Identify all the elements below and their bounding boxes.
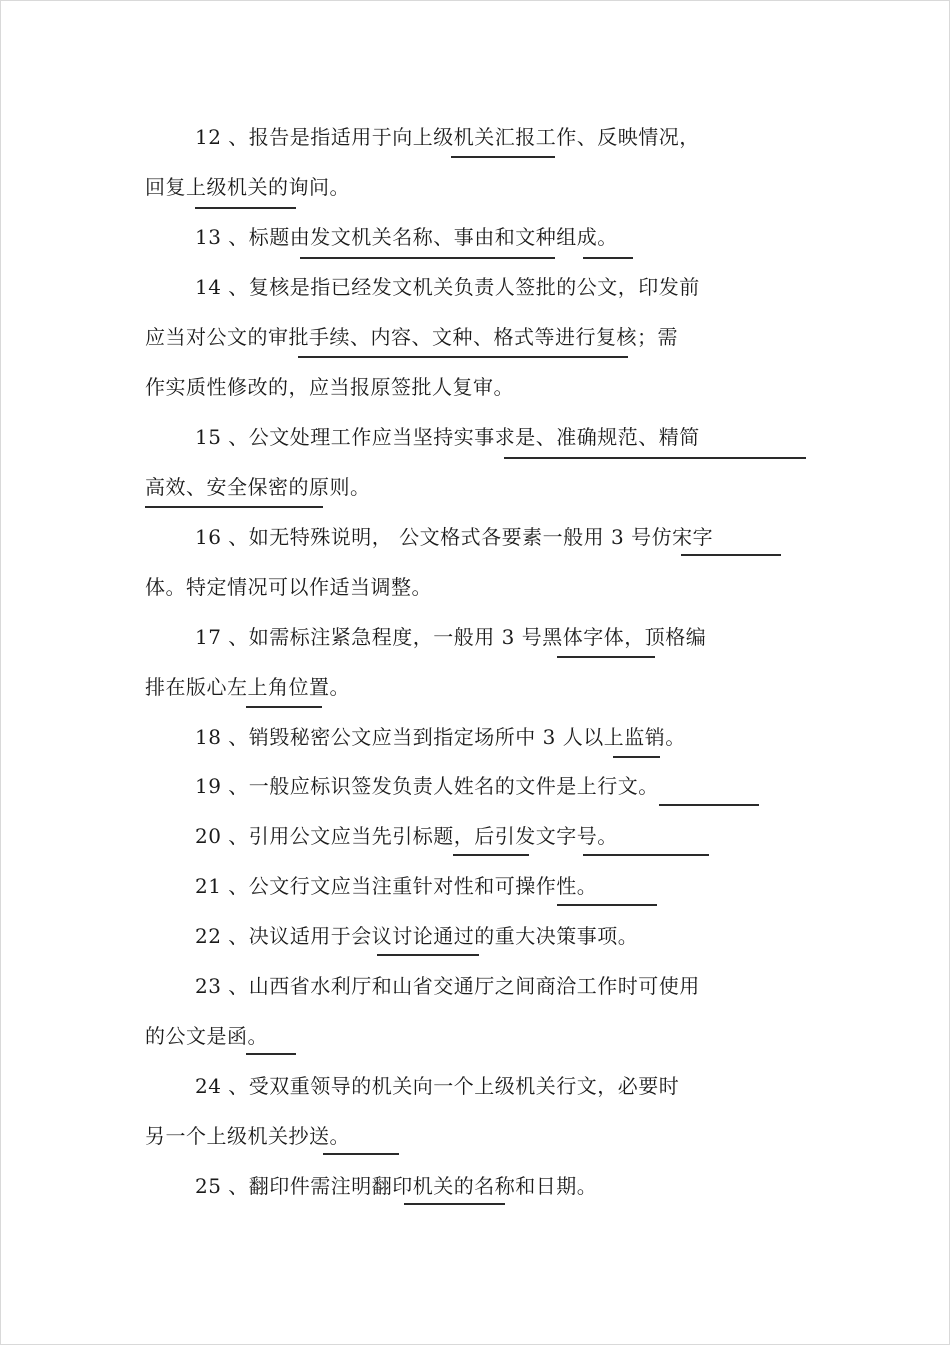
answer-underline	[557, 904, 657, 906]
item-14-line-3: 作实质性修改的，应当报原签批人复审。	[145, 375, 514, 399]
item-24-line-1: 24 、受双重领导的机关向一个上级机关行文，必要时	[195, 1074, 680, 1098]
answer-underline	[246, 1053, 296, 1055]
answer-underline	[583, 257, 633, 259]
answer-underline	[145, 506, 323, 508]
item-16-line-1: 16 、如无特殊说明， 公文格式各要素一般用 3 号仿宋字	[195, 525, 714, 549]
answer-underline	[298, 356, 628, 358]
answer-underline	[377, 954, 479, 956]
item-15-line-2: 高效、安全保密的原则。	[145, 475, 371, 499]
item-17-line-1: 17 、如需标注紧急程度，一般用 3 号黑体字体，顶格编	[195, 625, 707, 649]
item-12-line-2: 回复上级机关的询问。	[145, 175, 350, 199]
answer-underline	[451, 156, 555, 158]
answer-underline	[583, 854, 709, 856]
item-16-line-2: 体。特定情况可以作适当调整。	[145, 575, 432, 599]
answer-underline	[404, 1203, 505, 1205]
answer-underline	[195, 207, 296, 209]
item-18-line-1: 18 、销毁秘密公文应当到指定场所中 3 人以上监销。	[195, 725, 686, 749]
answer-underline	[300, 257, 555, 259]
item-15-line-1: 15 、公文处理工作应当坚持实事求是、准确规范、精简	[195, 425, 700, 449]
item-17-line-2: 排在版心左上角位置。	[145, 675, 350, 699]
item-12-line-1: 12 、报告是指适用于向上级机关汇报工作、反映情况，	[195, 125, 700, 149]
item-13-line-1: 13 、标题由发文机关名称、事由和文种组成。	[195, 225, 618, 249]
item-23-line-1: 23 、山西省水利厅和山省交通厅之间商洽工作时可使用	[195, 974, 700, 998]
answer-underline	[613, 756, 660, 758]
item-19-line-1: 19 、一般应标识签发负责人姓名的文件是上行文。	[195, 774, 659, 798]
item-22-line-1: 22 、决议适用于会议讨论通过的重大决策事项。	[195, 924, 639, 948]
item-24-line-2: 另一个上级机关抄送。	[145, 1124, 350, 1148]
item-21-line-1: 21 、公文行文应当注重针对性和可操作性。	[195, 874, 598, 898]
item-20-line-1: 20 、引用公文应当先引标题，后引发文字号。	[195, 824, 618, 848]
answer-underline	[504, 457, 806, 459]
answer-underline	[681, 554, 781, 556]
item-14-line-1: 14 、复核是指已经发文机关负责人签批的公文，印发前	[195, 275, 700, 299]
item-25-line-1: 25 、翻印件需注明翻印机关的名称和日期。	[195, 1174, 598, 1198]
item-14-line-2: 应当对公文的审批手续、内容、文种、格式等进行复核；需	[145, 325, 678, 349]
item-23-line-2: 的公文是函。	[145, 1024, 268, 1048]
answer-underline	[659, 804, 759, 806]
answer-underline	[246, 706, 322, 708]
answer-underline	[557, 656, 655, 658]
answer-underline	[453, 854, 529, 856]
answer-underline	[323, 1153, 399, 1155]
